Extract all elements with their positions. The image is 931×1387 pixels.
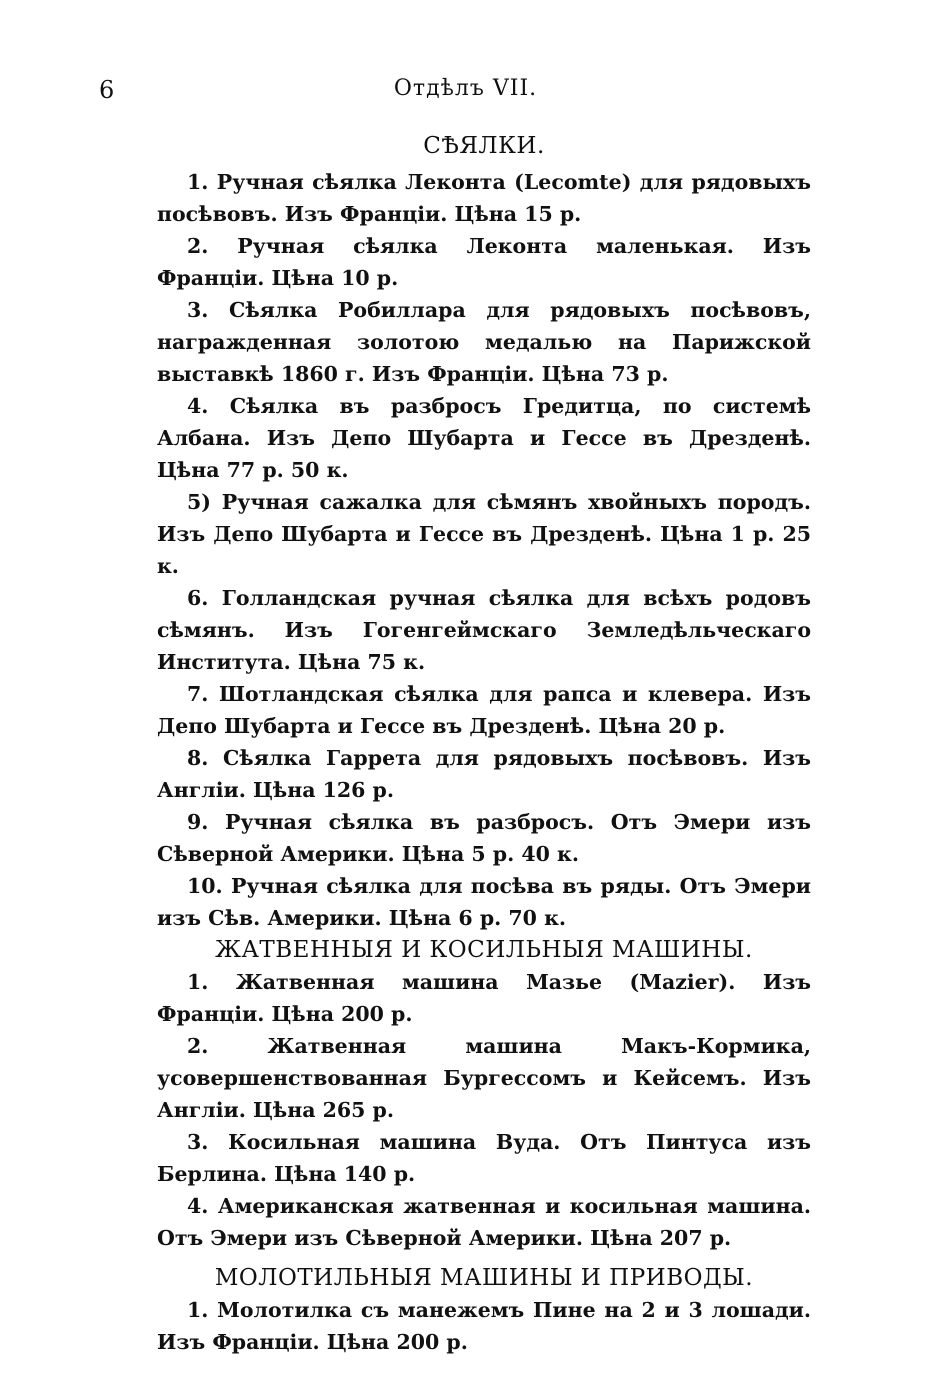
list-item: 9. Ручная сѣялка въ разбросъ. Отъ Эмери изъ Сѣверной Америки. Цѣна 5 р. 40 к. <box>157 810 811 866</box>
list-item: 1. Ручная сѣялка Леконта (Lecomte) для рядовыхъ посѣвовъ. Изъ Франціи. Цѣна 15 р. <box>157 170 811 226</box>
page-content <box>157 130 811 1358</box>
list-item: 3. Косильная машина Вуда. Отъ Пинтуса изъ Берлина. Цѣна 140 р. <box>157 1130 811 1186</box>
section-heading-threshers: МОЛОТИЛЬНЫЯ МАШИНЫ И ПРИВОДЫ. <box>214 1265 754 1291</box>
list-item: 10. Ручная сѣялка для посѣва въ ряды. Отъ Эмери изъ Сѣв. Америки. Цѣна 6 р. 70 к. <box>157 874 811 930</box>
list-item: 4. Сѣялка въ разбросъ Гредитца, по системѣ Албана. Изъ Депо Шубарта и Гессе въ Дрезденѣ. Цѣна 77 р. 50 к. <box>157 394 811 482</box>
list-item: 6. Голландская ручная сѣялка для всѣхъ родовъ сѣмянъ. Изъ Гогенгеймскаго Земледѣльческаго Института. Цѣна 75 к. <box>157 586 811 674</box>
list-item: 1. Жатвенная машина Мазье (Mazier). Изъ Франціи. Цѣна 200 р. <box>157 970 811 1026</box>
list-item: 4. Американская жатвенная и косильная машина. Отъ Эмери изъ Сѣверной Америки. Цѣна 207 р. <box>157 1194 811 1250</box>
list-item: 2. Жатвенная машина Макъ-Кормика, усовершенствованная Бургессомъ и Кейсемъ. Изъ Англіи. Цѣна 265 р. <box>157 1034 811 1122</box>
list-item: 2. Ручная сѣялка Леконта маленькая. Изъ Франціи. Цѣна 10 р. <box>157 234 811 290</box>
section-heading-reapers: ЖАТВЕННЫЯ И КОСИЛЬНЫЯ МАШИНЫ. <box>215 937 753 963</box>
list-item: 8. Сѣялка Гаррета для рядовыхъ посѣвовъ. Изъ Англіи. Цѣна 126 р. <box>157 746 811 802</box>
list-item: 7. Шотландская сѣялка для рапса и клевера. Изъ Депо Шубарта и Гессе въ Дрезденѣ. Цѣна 20 р. <box>157 682 811 738</box>
section-heading-seeders: СѢЯЛКИ. <box>423 133 545 159</box>
list-item: 5) Ручная сажалка для сѣмянъ хвойныхъ породъ. Изъ Депо Шубарта и Гессе въ Дрезденѣ. Цѣна 1 р. 25 к. <box>157 490 811 578</box>
page-number: 6 <box>99 76 115 104</box>
running-head: Отдѣлъ VII. <box>393 76 538 101</box>
list-item: 3. Сѣялка Робиллара для рядовыхъ посѣвовъ, награжденная золотою медалью на Парижской выставкѣ 1860 г. Изъ Франціи. Цѣна 73 р. <box>157 298 811 386</box>
list-item: 1. Молотилка съ манежемъ Пине на 2 и 3 лошади. Изъ Франціи. Цѣна 200 р. <box>157 1298 811 1354</box>
